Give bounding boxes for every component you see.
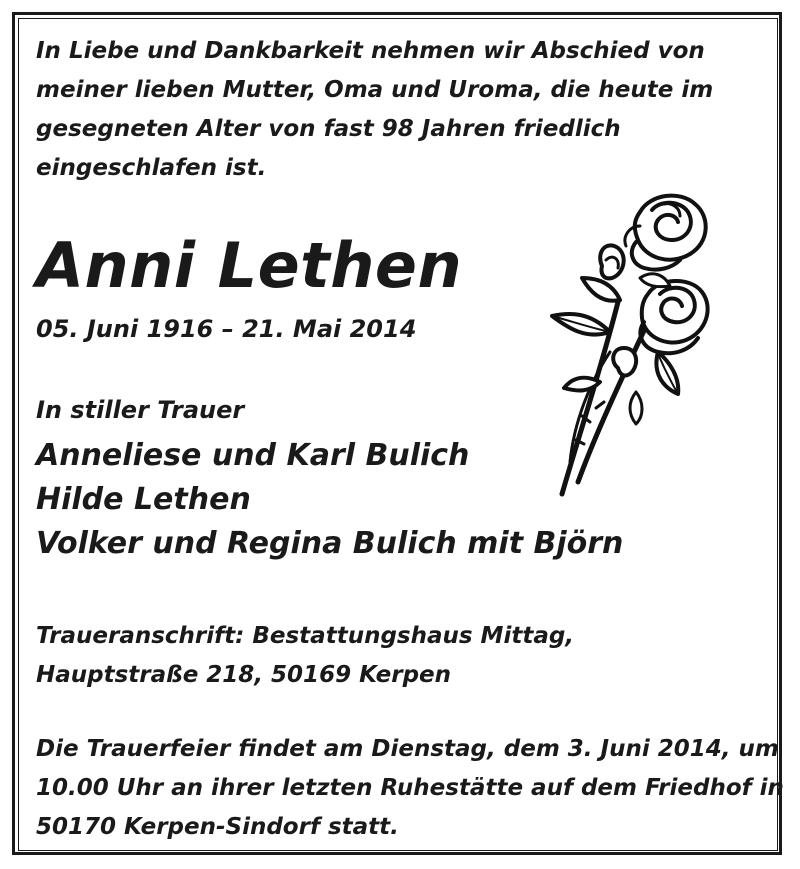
intro-line: meiner lieben Mutter, Oma und Uroma, die heute im — [36, 77, 714, 103]
mourner-names — [36, 434, 623, 566]
address-line: Traueranschrift: Bestattungshaus Mittag, — [36, 623, 575, 649]
mourning-heading: In stiller Trauer — [36, 396, 245, 424]
mourner-name: Volker und Regina Bulich mit Björn — [36, 526, 624, 561]
ceremony-line: 50170 Kerpen-Sindorf statt. — [36, 814, 399, 840]
ceremony-info — [36, 730, 784, 847]
mourner-name: Hilde Lethen — [36, 482, 251, 517]
rose-icon — [540, 182, 725, 502]
intro-text — [36, 32, 713, 188]
mourner-name: Anneliese und Karl Bulich — [36, 438, 470, 473]
ceremony-line: Die Trauerfeier findet am Dienstag, dem 3. Juni 2014, um — [36, 736, 779, 762]
mourning-address — [36, 617, 574, 695]
address-line: Hauptstraße 218, 50169 Kerpen — [36, 662, 452, 688]
intro-line: In Liebe und Dankbarkeit nehmen wir Abschied von — [36, 38, 705, 64]
intro-line: gesegneten Alter von fast 98 Jahren friedlich — [36, 116, 621, 142]
deceased-name: Anni Lethen — [36, 229, 463, 302]
intro-line: eingeschlafen ist. — [36, 155, 267, 181]
life-dates: 05. Juni 1916 – 21. Mai 2014 — [36, 315, 417, 343]
ceremony-line: 10.00 Uhr an ihrer letzten Ruhestätte auf dem Friedhof in — [36, 775, 784, 801]
